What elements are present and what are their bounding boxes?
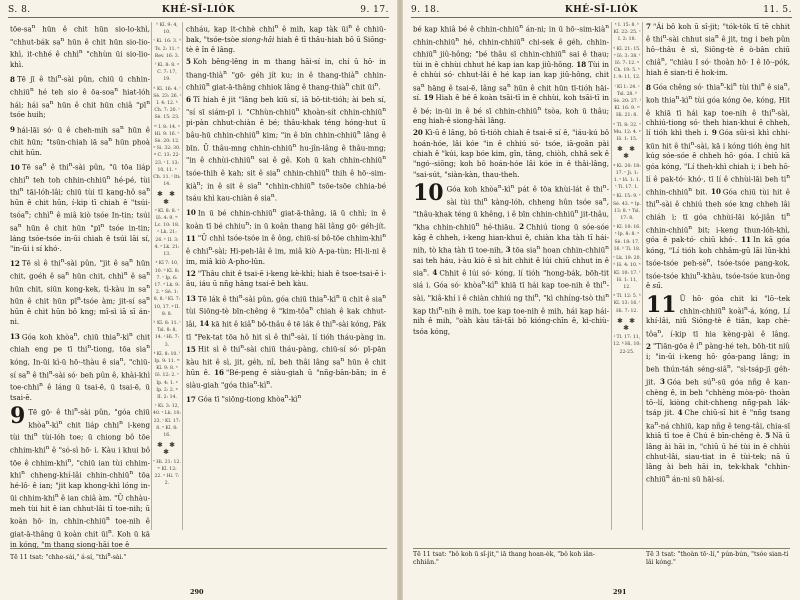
cross-reference: ᶜ Lk. 19: 20. ᵈ Iô. 4: 10. ᵉ Kî. 10: 17. ᶠ Iô. 1: 11, 12.	[613, 256, 641, 290]
section-divider: ✱ ✱ ✱	[617, 145, 637, 161]
verse-paragraph: 8 Tē jī ê thi$^n$-sài pûn, chiū ū chhin-chhiū$^n$ hé teh sio ê ōa-soa$^n$ hiat-lóh hái; hái $sa^n$ hūn ê chit hūn chiâ "$pī^n$ tsóe huih;	[10, 74, 151, 120]
section-divider: ✱ ✱ ✱	[157, 441, 177, 457]
verse-paragraph: 9 Tē gō· ê thi$^n$-sài pûn, "góa chiū $khòa^n-kì^n$ chit liáp chhi$^n$ i-keng tùi thi$^n$ tùi-lóh toe; ū chiong bô tōe chhim-khi$^n$ ê "só-sì hō· i. Kàu i khui bô tōe ê chhim-khi$^n$, "chiū ian tùi chhim-khi$^n$ chheng-khí-lâi chhin-chhiū$^n$ tōa hé-lô· ê ian; "jit kap khong-khì lóng in-ūi chhim-khi$^n$ ê ian chiâ àm. "Ū chhàu-meh tùi hit ê ian chhut-lâi tī toe-nih; ū koàn hō· in, chhin-chhiū$^n$ toe-nih ê giat-ā-thâng ū koàn chit $ūi^n$. Koh ū kā in kóng, "m thang siong-hāi toe ê	[10, 403, 150, 549]
cross-reference: ᵇ Kî. 9: 4, 10.	[156, 23, 178, 36]
left-text-column-1	[10, 22, 151, 549]
verse-paragraph: 13 Tē lák ê thi$^n$-sài pûn, góa chiū $thia^n-kì^n$ ū chit ê sia$^n$ tùi Siōng-tè bīn-chêng ê "kim-tôa$^n$ chiah ê kak chhut-lâi, 14 kā hit ê kiâ$^n$ bô-thâu ê tē lák ê thi$^n$-sài kóng, Pák tī "Pek-tat tōa hô hit sì ê thi$^n$-sài, lí tióh tháu-pàng in. 15 Hit sì ê thi$^n$-sài chiū tháu-pàng, chiū-sí só· pī-pān kàu hit ê sì, jit, géh, nî, beh thâi lâng $sa^n$ hūn ê chit hūn ê. 16 "Bé-peng ê siàu-giah ū "nñg-bān-bān; in ê siàu-giah "góa $thia^n-kì^n$.	[186, 293, 386, 390]
cross-reference: ᵘ Kì. 15: 9. ᵛ Sè. 43. ʷ Ip. 13: 8. ˣ Tsl. 17: 8.	[613, 194, 641, 222]
right-header-right: 11. 5.	[763, 5, 792, 15]
cross-reference: ᵈ Kî. 21: 15. ᵉ Iô. 3: 38. ᶠ Iô. 7: 12. ᵍ Ch. 19: 5. ʰ I. 9: 11, 12.	[613, 46, 641, 81]
left-reference-column	[151, 22, 183, 530]
cross-reference: ⁿ Tl. 8: 32. ᵒ Mu. 12: 4. ᵖ Iô. 1: 15.	[613, 122, 641, 143]
cross-reference: ⁱ Kî 1: 24. ʲ Tsl. 28. ᵏ Sè. 20: 27. ˡ Kî. 16: 9. ᵐ Hi. 21: 8.	[613, 84, 641, 119]
verse-paragraph: 6 Tī hiah ê jit "lâng beh kiû sí, iā bô-tit-tióh; ài beh sí, "sí sī siám-pī i. "Chhùn-chhiū$^n$ khoàn-sít chhin-chhiū$^n$ pi-pàn chhut-chiàn ê bé; thâu-khak téng hóng-hut ū bâu-hū chhin-chhiū$^n$ kim; "in ê bīn chhin-chhiū$^n$ lâng ê bīn. Ū thâu-mng chhin-chhiū$^n$ hu-jîn-lâng ê thâu-mng; "in ê chhùi-chhiū$^n$ sai ê gê. Koh ū kah chhin-chhiū$^n$ tsóe-thih ê kah; sit ê sia$^n$ chhin-chhiū$^n$ thih ê hō·-sim-kià$^n$; in ê sit ê sia$^n$ "chhin-chhiū$^n$ tsōe-tsōe chhia-bé tsáu khì kau-chiàn ê sia$^n$.	[186, 94, 387, 203]
verse-paragraph: 17 Góa tī "siōng-tiong $khòa^n-kì^n$	[186, 394, 302, 404]
right-footnote	[413, 548, 790, 566]
verse-paragraph: 12 "Thâu chit ê tsai-ē i-keng kè-khì; hiah ê tsoe-tsai-ē ì-āu, iáu ū nñg hāng tsai-ē beh kàu.	[186, 268, 386, 289]
verse-paragraph: chháu, kap it-chhè chhi$^n$ ê mih, kap tàk $ūi^n$ ê chhiū-bak, "tsóe-tsòe siong-hâi hiah ê tī thâu-hiah bô ū Siōng-tè ê în ê lâng.	[186, 24, 386, 54]
verse-paragraph: bé kap khiâ bé ê chhin-chhiū$^n$ án-ni; in ū hō·-sim-kià$^n$ chhin-chhiū$^n$ hé, chhin-chhiū$^n$ chi-sek ê géh, chhin-chhiū$^n$ jiû-hông; "bé thâu sī chhin-chhiū$^n$ sai ê thau; tùi in ê chhùi chhut hé kap ian kap jiû-hông. 18 Tùi in ê chhùi só· chhut-lâi ê hé kap ian kap jiû-hông, chit $sa^n$ hāng ê tsai-ē, lâng $sa^n$ hūn ê chit hūn tī-tióh hāi-sí. 19 Hiah ê bé ê koàn tsāi-tī in ê chhùi, koh tsāi-tī in ê bé; in-ūi in ê bé sī chhin-chhiū$^n$ tsòa, koh ū thâu; eng hiah-ê siong-hāi lâng.	[413, 24, 609, 126]
verse-paragraph: tōe-$sa^n$ hūn ê chit hūn sio-lo-khì, "chhut-bák $sa^n$ hūn ê chit hūn sio-lio-khì, it-chhé ê chhì$^n$ "chhùn ūi sio-lio-khì.	[10, 24, 150, 69]
cross-reference: ᵛ Hi. 21: 12. ʷ Kî. 12: 22. ˣ Hi. 7: 2.	[153, 459, 181, 487]
verse-paragraph: 8 Góa chêng só· $thia^n-kì^n$ tùi thi$^n$ ê sia$^n$, koh $thia^n-kì^n$ tùi góa kóng ōe, kóng, Hit ê khiā tī hái kap toe-nih ê thi$^n$-sài, chhiú-tiong só· theh hian-khui ê chheh, lí tióh khì theh i. 9 Góa sûi-sì khì chhi-kūn hit ê thi$^n$-sài, kā i kóng tióh èng hit kúg sóe-sóe ê chheh hō· góa. I chiū kā góa kóng, "Lí theh-khì chiah i; i beh hō· lí ê pak-tó· khó·, tī lí ê chhùi-lāi beh $ti^n$ chhin-chhiū$^n$ bit. 10 Góa chiū tùi hit ê thi$^n$-sài ê chhiú theh sóe kng chheh lâi chiáh i; tī góa chhùi-lāi kó-jiân $ti^n$ chhin-chhiū$^n$ bit; i-keng thun-lóh-khì, góa ê pak-tó· chiū khó·. 11 In kā góa kóng, "Lí tióh koh chhâm-gū lāi lūn-khì tsóe-tsóe peh-$sè^n$, tsóe-tsóe pang-kok, tsóe-tsóe khiu$^n$-khàu, tsóe-tsóe kun-ông ê sū.	[646, 82, 791, 291]
left-page-number: 290	[190, 588, 204, 596]
left-footnote: Tē 11 tsat: "chhe-sái," á-sí, "thi$^n$-sài."	[10, 548, 387, 562]
left-page	[0, 0, 397, 600]
cross-reference: ᵐ I. 8: 14. ⁿ Hì. 9: 16. ᵒ Sè. 20: 12. ᵖ Si. 32: 30. ᵠ C. 13: 22-23. ʳ I. 13: 10, 11. ˢ Ch. 11. ᵗ Iti: 14.	[153, 124, 181, 188]
cross-reference: ʰ Kî. 8: 11. ⁱ Tsl. 8: 8, 14. ʲ Hì. 7: 3.	[153, 320, 181, 348]
right-header-left: 9. 18.	[411, 5, 440, 15]
cross-reference: ʳ Kì. 3: 12, 40. ˢ Lk. 10: 23. ᵗ Kî. 17: 8. ᵘ Kî. 8: 16.	[153, 404, 181, 438]
cross-reference: ʰ Kî. 16: 4. ⁱ Sè. 23: 26. ʲ I. 4: 12. ᵏ Ch. 7: 20. ˡ Sè. 15: 23.	[153, 86, 181, 121]
cross-reference: ʸ Kî. 10: 16. ᶻ Ip. 8: 8. ᵃ Sè. 18: 17, 16. ᵇ Ti. 18.	[613, 225, 641, 252]
right-footnote-left: Tē 11 tsat: "bô koh ū sî-jit," iā thang hoan-èk, "bô koh iân-chhiân."	[413, 551, 595, 566]
verse-paragraph: 13 Góa koh khòa$^n$, chiū $thia^n-kì^n$ chit chiah eng pe tī thi$^n$-tiong, tōa sia$^n$ kóng, In-ūi kì-ū hō·-thàu ê sia$^n$, "chiū-sí $sa^n$ ê thi$^n$-sài só· beh pûn ê, khài-khì toe-chhi$^n$ ê láng ū tsai-ē, ū tsai-ē, ū tsai-ē.	[10, 331, 151, 402]
right-text-column-1	[413, 22, 609, 530]
left-header-left: S. 8.	[8, 5, 31, 15]
right-header-title: KHÉ-SĪ-LIÒK	[564, 5, 639, 15]
right-text-column-2	[646, 22, 790, 530]
verse-paragraph: 20 Kì-ū ê lâng, bô tī-tióh chiah ê tsai-ē sí ê, "iáu-kú bô hoán-hóe, lâi kóe "in ê chhiú só· tsóe, iā-goân pài chiah ê "kúi, kap bóe kim, gîn, tâng, chiòh, chhâ sek ê "ngó·-siōng; koh bô hoán-hóe lâi kóe in ê thâi-lâng, "sai-sút, "siàn-kàn, thau-theh.	[413, 128, 609, 179]
cross-reference: ʲ Tl. 17: 11, 12. ᵏ Hi. 10: 22-25.	[613, 335, 641, 355]
left-header-right: 9. 17.	[360, 5, 389, 15]
cross-reference: ᶠ Kì. 8: 8. ᵍ C. 7: 17, 19.	[155, 63, 179, 83]
cross-reference: ᵠ Kì. 20: 18: 17. ʳ Ji. 1: 1. ˢ Iô. 1: 1. ᵗ Ti. 17. 1.	[613, 163, 641, 191]
verse-paragraph: 10 Góa koh $khòa^n-kì^n$ pát ê tōa khùi-lát ê thi$^n$-sài tùi thi$^n$ kàng-lóh, chheng hûn tsóe $sa^n$, "thâu-khak téng ū khêng, i ê bīn chhin-chhiū$^n$ jit-thâu, "kha chhin-chhiū$^n$ hé-thiāu. 2 Chhiú tiong ū sóe-sóe kāg ê chheh, i-keng hian-khui ê, chiàn kha tàh tī hái-nih, tò kha tàh tī toe-nih, 3 tōa sia$^n$ hoan chhin-chhiū$^n$ sai teh háu, i-àu kiò ê sì hit chhit ê lúi chiū chhut in ê sia$^n$. 4 Chhit ê lúi só· kóng, lí tióh "hong-bák, böh-tit siá i. Góa só· $khòa^n-kì^n$ khiā tī hái kap toe-nih ê thi$^n$-sài, "kiâ-khí i ê chiàn chhiú ng thi$^n$, "kì chhíng-tsò thi$^n$ kap thi$^n$-nih ê mih, toe kap toe-nih ê mih, hái kap hái-nih ê mih, "oàh kàu tāi-tāi bô kióng-chīn ê, kì-chiù-tsóa kóng,	[413, 179, 610, 336]
cross-reference: ᵏ Kî. 8: 10. ˡ Ip. 9: 11. ᵐ Kî. 9: 8. ⁿ Iô. 12: 2. ᵒ Ip. 4: 1. ᵖ Ip. 2: 2. ᵠ II. 2: 14.	[153, 351, 181, 400]
verse-paragraph: 12 Tē sì ê thi$^n$-sài pûn, "jit ê $sa^n$ hūn chit, goéh ê $sa^n$ hūn chit, chhì$^n$ ê $sa^n$ hūn chit, siūn kong-kek, tì-kàu in $sa^n$ hūn ê chit hūn $pī^n$-tsóe àm; jit-sí $sa^n$ hūn ê chit hūn bô kng; mî-sì iā sī án-ni.	[10, 258, 150, 327]
section-divider: ✱ ✱ ✱	[617, 316, 637, 332]
verse-paragraph: 9 hái-lāi só· ū ê cheh-mih $sa^n$ hūn ê chit hūn; "tsūn-chiah iā $sa^n$ hūn phoà chit hūn.	[10, 124, 150, 157]
verse-paragraph: 7 "Ái bô koh ū sî-jit; "tók-tók tī tē chhit ê thi$^n$-sài chhut sia$^n$ ê jit, tng i beh pûn hō·-thâu ê sì, Siōng-tè ê ò-bân chiū chiâ$^n$, "chiàu I só· thoàn hō· I ê lō·-pók, hiah ê sian-ti ê hok-im.	[646, 22, 790, 77]
right-footnote-right: Tē 3 tsat: "thoàn tō·-lí," pún-bún, "tsóe sian-ti lâi kóng."	[646, 551, 789, 566]
cross-reference: ᵍ Tl. 12: 5. ʰ Kî. 13: 16. ⁱ Hi. 7: 12.	[613, 294, 641, 314]
verse-paragraph: 10 Tē $sa^n$ ê thi$^n$-sài pûn, "ū tōa liáp chhi$^n$ teh toh chhin-chhiū$^n$ hé-pé, tùi thi$^n$ tāi-lóh-lâi; chiū tùi tī kang-hô $sa^n$ hūn ê chit hūn, í-kip tī chiah ê "tsúi-tsóa$^n$; chhì$^n$ ê miâ kiò tsóe In-tin; tsúi $sa^n$ hūn ê chit hūn "$pī^n$ tsóe in-tin; láng tsóe-tsóe in-ūi chiah ê tsúi lāi sí, "in-ūi i sí khó·.	[10, 162, 150, 254]
verse-paragraph: 5 Koh bêng-lêng in m thang hāi-sí in, chí ū hō· in thang-thià$^n$ "gō· géh jít ku; in ê thang-thià$^n$ chhin-chhiū$^n$ giat-ā-thâng chhiok lâng ê thang-thià$^n$ chit $ūi^n$.	[186, 57, 386, 92]
right-page-number: 291	[613, 588, 627, 596]
right-reference-column	[611, 22, 643, 530]
verse-paragraph: 11 Ū hō· góa chit ki "lō·-tek chhin-chhiū$^n$ koài$^n$-á, kóng, Lí khí-lâi, niû Siōng-tè ê tiān, kap chè-tôa$^n$, í-kip tī hia kèng-pài ê lâng. 2 "Tiān-gōa ê $i^n$ pàng-hé teh, böh-tit niû i; "in-ūi i-keng hō· gōa-pang lâng; in beh thún-táh séng-siâ$^n$, "sì-tsáp-jī géh-jit. 3 Góa beh $sú^n-sū$ góa nñg ê kan-chèng ê, in beh "chhèng mòa-pò· thoàn tō·-lí, kiòng chit-chheng nñg-pah lák-tsáp jit. 4 Che chiū-sī hit ê "nñg tsang $ka^n-ná$ chhiū, kap nñg ê teng-tâi, chia-sī khiā tī toe ê Chú ê bīn-chêng ê. 5 Nā ū lâng ài hāi in, "chiū ū hé tùi in ê chhùi chhut-lâi, siau-tiat in ê tùi-tek; nā ū lâng ài beh hāi in, tek-khak "chhin-chhiū$^n$ án-ni sū hāi-sí.	[646, 291, 791, 484]
right-page	[403, 0, 800, 600]
verse-paragraph: 10 In ū bé chhin-chhiū$^n$ giat-ā-thâng, iā ū chhì; in ê koàn tī bé chhiu$^n$; in ū koân thang hāi lâng gō· géh-jít. 11 "Ū chhì tsóe-tsóe in ê ông, chiū-sí bô-tōe chhim-khi$^n$ ê chhi$^n$-sài; Hi-peh-lâi ê im, miâ kiò A-pa-tùn; Hi-li-ni ê im, miâ kiò A-pho-lûn.	[186, 208, 386, 266]
left-text-column-2	[186, 22, 386, 530]
cross-reference: ᵃ I. 15: 8. ᵇ Kî. 22: 25. ᶜ I. 2: 18.	[613, 23, 641, 43]
cross-reference: ᵘ Kî. 8: 8. ᵛ Iô. 4: 9. ʷ Lc. 10: 18. ˣ Lk. 21: 26. ʸ II. 3: 4. ᶻ Lk. 21: 13.	[154, 208, 180, 258]
left-page-header	[8, 3, 389, 18]
left-header-title: KHÉ-SĪ-LIÒK	[161, 5, 236, 15]
right-page-header	[411, 3, 792, 18]
cross-reference: ᵃ Kî 7: 10, 10. ᵇ Kî. 8: 7. ᶜ Ip. 6: 17. ᵈ Lk. 9: 2. ᵉ Sè. 1: 8, 8. ᶠ Kî. 7: 10, 17. ᵍ II. 8: 8.	[153, 261, 181, 317]
cross-reference: ᶜ Kì. 16: 3. ᵈ Ts. 2: 11. ᵉ Rev. 16: 3.	[153, 39, 181, 59]
section-divider: ✱ ✱ ✱	[157, 190, 177, 206]
